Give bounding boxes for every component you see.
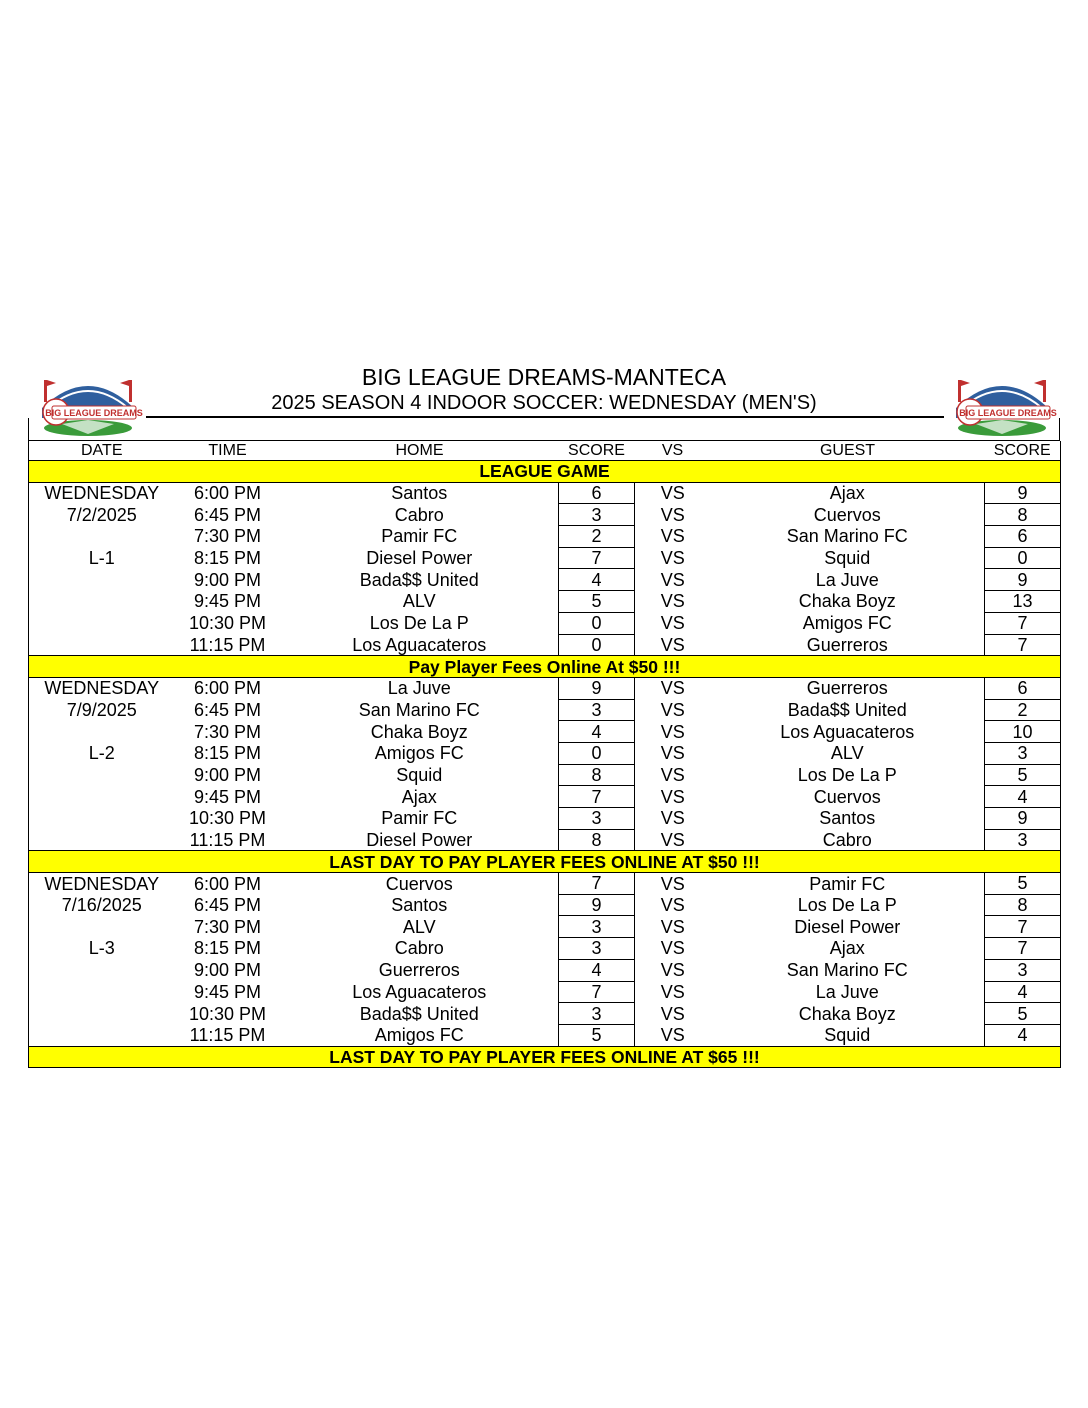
home-team-cell: Ajax (401, 786, 437, 807)
table-frame-top (28, 418, 1060, 440)
vs-cell: VS (660, 960, 685, 981)
banner-text: LEAGUE GAME (29, 461, 1061, 483)
home-score-cell: 5 (559, 591, 635, 613)
game-row (29, 526, 1061, 548)
time-cell: 6:45 PM (193, 895, 262, 916)
game-row (29, 742, 1061, 764)
guest-score-cell: 4 (985, 981, 1061, 1003)
vs-cell: VS (660, 786, 685, 807)
game-row (29, 894, 1061, 916)
home-team-cell: Amigos FC (374, 743, 464, 764)
col-home-score-header: SCORE (559, 441, 635, 461)
game-row (29, 873, 1061, 895)
banner-text: LAST DAY TO PAY PLAYER FEES ONLINE AT $65 !!! (29, 1046, 1061, 1068)
guest-team-cell: Squid (824, 548, 871, 569)
game-row (29, 677, 1061, 699)
guest-score-cell: 8 (985, 894, 1061, 916)
vs-cell: VS (660, 1003, 685, 1024)
vs-cell: VS (660, 829, 685, 850)
date-cell (29, 764, 175, 786)
fee-banner (29, 1046, 1061, 1068)
guest-team-cell: Diesel Power (794, 916, 901, 937)
guest-team-cell: Bada$$ United (787, 699, 907, 720)
game-row (29, 808, 1061, 830)
vs-cell: VS (660, 504, 685, 525)
game-row (29, 504, 1061, 526)
page-subtitle: 2025 SEASON 4 INDOOR SOCCER: WEDNESDAY (MEN'S) (271, 392, 817, 414)
guest-score-cell: 6 (985, 526, 1061, 548)
guest-score-cell: 7 (985, 916, 1061, 938)
vs-cell: VS (660, 483, 685, 504)
vs-cell: VS (660, 526, 685, 547)
home-score-cell: 7 (559, 547, 635, 569)
game-row (29, 916, 1061, 938)
date-cell (29, 959, 175, 981)
svg-text:BIG LEAGUE DREAMS: BIG LEAGUE DREAMS (959, 408, 1057, 418)
game-row (29, 981, 1061, 1003)
game-row (29, 591, 1061, 613)
time-cell: 11:15 PM (189, 634, 266, 655)
time-cell: 11:15 PM (189, 829, 266, 850)
time-cell: 9:00 PM (193, 960, 262, 981)
home-score-cell: 9 (559, 677, 635, 699)
date-cell: WEDNESDAY (29, 677, 175, 699)
game-row (29, 938, 1061, 960)
time-cell: 10:30 PM (188, 613, 267, 634)
game-row (29, 547, 1061, 569)
home-score-cell: 7 (559, 873, 635, 895)
guest-score-cell: 5 (985, 1003, 1061, 1025)
guest-score-cell: 7 (985, 634, 1061, 656)
home-score-cell: 0 (559, 634, 635, 656)
vs-cell: VS (660, 634, 685, 655)
guest-team-cell: Los Aguacateros (780, 721, 915, 742)
time-cell: 8:15 PM (193, 938, 262, 959)
time-cell: 10:30 PM (188, 1003, 267, 1024)
date-cell: 7/16/2025 (29, 894, 175, 916)
vs-cell: VS (660, 916, 685, 937)
date-cell: 7/9/2025 (29, 699, 175, 721)
home-score-cell: 7 (559, 981, 635, 1003)
game-row (29, 959, 1061, 981)
guest-team-cell: Los De La P (797, 764, 897, 785)
guest-team-cell: La Juve (815, 569, 879, 590)
home-team-cell: Cabro (394, 938, 444, 959)
fee-banner (29, 851, 1061, 873)
vs-cell: VS (660, 981, 685, 1002)
guest-score-cell: 0 (985, 547, 1061, 569)
guest-score-cell: 7 (985, 938, 1061, 960)
home-score-cell: 0 (559, 612, 635, 634)
home-team-cell: Amigos FC (374, 1024, 464, 1045)
time-cell: 6:00 PM (193, 873, 262, 894)
home-team-cell: ALV (402, 916, 436, 937)
home-team-cell: Los Aguacateros (352, 634, 487, 655)
date-cell (29, 526, 175, 548)
home-score-cell: 3 (559, 808, 635, 830)
time-cell: 6:00 PM (193, 678, 262, 699)
guest-team-cell: Amigos FC (802, 613, 892, 634)
date-cell: L-3 (29, 938, 175, 960)
svg-text:BIG LEAGUE DREAMS: BIG LEAGUE DREAMS (45, 408, 143, 418)
time-cell: 8:15 PM (193, 743, 262, 764)
vs-cell: VS (660, 548, 685, 569)
page-title: BIG LEAGUE DREAMS-MANTECA (361, 364, 727, 390)
home-team-cell: Cuervos (385, 873, 453, 894)
guest-team-cell: Squid (824, 1024, 871, 1045)
guest-score-cell: 13 (985, 591, 1061, 613)
guest-score-cell: 9 (985, 569, 1061, 591)
guest-score-cell: 7 (985, 612, 1061, 634)
vs-cell: VS (660, 743, 685, 764)
date-cell (29, 591, 175, 613)
guest-score-cell: 9 (985, 482, 1061, 504)
vs-cell: VS (660, 613, 685, 634)
time-cell: 7:30 PM (193, 526, 262, 547)
guest-score-cell: 2 (985, 699, 1061, 721)
guest-team-cell: Ajax (829, 483, 865, 504)
home-score-cell: 3 (559, 699, 635, 721)
time-cell: 9:45 PM (193, 591, 262, 612)
home-score-cell: 5 (559, 1024, 635, 1046)
date-cell: WEDNESDAY (29, 873, 175, 895)
date-cell (29, 786, 175, 808)
vs-cell: VS (660, 699, 685, 720)
home-team-cell: Diesel Power (366, 829, 473, 850)
vs-cell: VS (660, 938, 685, 959)
game-row (29, 699, 1061, 721)
time-cell: 7:30 PM (193, 916, 262, 937)
home-score-cell: 3 (559, 938, 635, 960)
game-row (29, 482, 1061, 504)
home-score-cell: 9 (559, 894, 635, 916)
guest-score-cell: 8 (985, 504, 1061, 526)
home-team-cell: Guerreros (378, 960, 460, 981)
col-date-header: DATE (29, 441, 175, 461)
time-cell: 6:45 PM (193, 504, 262, 525)
time-cell: 7:30 PM (193, 721, 262, 742)
guest-score-cell: 5 (985, 764, 1061, 786)
home-team-cell: Pamir FC (381, 526, 458, 547)
home-score-cell: 2 (559, 526, 635, 548)
date-cell (29, 612, 175, 634)
vs-cell: VS (660, 678, 685, 699)
time-cell: 9:00 PM (193, 569, 262, 590)
date-cell (29, 1024, 175, 1046)
home-team-cell: Los De La P (369, 613, 469, 634)
vs-cell: VS (660, 721, 685, 742)
vs-cell: VS (660, 569, 685, 590)
game-row (29, 786, 1061, 808)
date-cell: 7/2/2025 (29, 504, 175, 526)
date-cell (29, 634, 175, 656)
date-cell (29, 829, 175, 851)
col-time-header: TIME (175, 441, 281, 461)
guest-team-cell: Cuervos (813, 786, 881, 807)
guest-score-cell: 3 (985, 742, 1061, 764)
home-score-cell: 7 (559, 786, 635, 808)
game-row (29, 721, 1061, 743)
home-team-cell: Santos (391, 483, 448, 504)
guest-team-cell: Guerreros (806, 678, 888, 699)
game-row (29, 1003, 1061, 1025)
time-cell: 11:15 PM (189, 1024, 266, 1045)
game-row (29, 569, 1061, 591)
guest-team-cell: La Juve (815, 981, 879, 1002)
game-row (29, 764, 1061, 786)
guest-team-cell: Ajax (829, 938, 865, 959)
guest-team-cell: ALV (830, 743, 864, 764)
fee-banner (29, 656, 1061, 678)
col-guest-header: GUEST (711, 441, 985, 461)
home-score-cell: 3 (559, 1003, 635, 1025)
league-game-banner (29, 461, 1061, 483)
banner-text: Pay Player Fees Online At $50 !!! (29, 656, 1061, 678)
game-row (29, 634, 1061, 656)
date-cell: L-2 (29, 742, 175, 764)
date-cell (29, 1003, 175, 1025)
home-team-cell: Diesel Power (366, 548, 473, 569)
guest-team-cell: Santos (819, 808, 876, 829)
guest-team-cell: Guerreros (806, 634, 888, 655)
game-row (29, 612, 1061, 634)
home-score-cell: 4 (559, 569, 635, 591)
guest-team-cell: Chaka Boyz (798, 1003, 896, 1024)
home-team-cell: Squid (396, 764, 443, 785)
date-cell (29, 916, 175, 938)
date-cell (29, 808, 175, 830)
guest-score-cell: 9 (985, 808, 1061, 830)
vs-cell: VS (660, 764, 685, 785)
time-cell: 10:30 PM (188, 808, 267, 829)
date-cell: WEDNESDAY (29, 482, 175, 504)
date-cell (29, 721, 175, 743)
home-team-cell: Chaka Boyz (370, 721, 468, 742)
date-cell: L-1 (29, 547, 175, 569)
guest-team-cell: Los De La P (797, 895, 897, 916)
home-score-cell: 0 (559, 742, 635, 764)
guest-score-cell: 5 (985, 873, 1061, 895)
guest-score-cell: 4 (985, 1024, 1061, 1046)
guest-team-cell: Pamir FC (809, 873, 886, 894)
vs-cell: VS (660, 895, 685, 916)
home-score-cell: 8 (559, 829, 635, 851)
time-cell: 9:00 PM (193, 764, 262, 785)
game-row (29, 1024, 1061, 1046)
home-score-cell: 3 (559, 504, 635, 526)
home-team-cell: San Marino FC (358, 699, 480, 720)
guest-team-cell: San Marino FC (786, 960, 908, 981)
col-vs-header: VS (635, 441, 711, 461)
vs-cell: VS (660, 591, 685, 612)
time-cell: 9:45 PM (193, 981, 262, 1002)
vs-cell: VS (660, 873, 685, 894)
home-team-cell: ALV (402, 591, 436, 612)
guest-score-cell: 6 (985, 677, 1061, 699)
home-team-cell: Bada$$ United (359, 569, 479, 590)
home-score-cell: 6 (559, 482, 635, 504)
guest-score-cell: 10 (985, 721, 1061, 743)
home-team-cell: La Juve (387, 678, 451, 699)
guest-score-cell: 3 (985, 829, 1061, 851)
home-team-cell: Santos (391, 895, 448, 916)
game-row (29, 829, 1061, 851)
date-cell (29, 981, 175, 1003)
col-guest-score-header: SCORE (985, 441, 1061, 461)
home-score-cell: 8 (559, 764, 635, 786)
vs-cell: VS (660, 808, 685, 829)
schedule-table (28, 441, 1061, 1068)
guest-score-cell: 3 (985, 959, 1061, 981)
home-team-cell: Los Aguacateros (352, 981, 487, 1002)
guest-team-cell: Cuervos (813, 504, 881, 525)
banner-text: LAST DAY TO PAY PLAYER FEES ONLINE AT $50 !!! (29, 851, 1061, 873)
time-cell: 6:45 PM (193, 699, 262, 720)
home-team-cell: Cabro (394, 504, 444, 525)
home-score-cell: 3 (559, 916, 635, 938)
guest-team-cell: Cabro (822, 829, 872, 850)
vs-cell: VS (660, 1024, 685, 1045)
column-header-row (29, 441, 1061, 461)
time-cell: 9:45 PM (193, 786, 262, 807)
col-home-header: HOME (281, 441, 559, 461)
time-cell: 8:15 PM (193, 548, 262, 569)
guest-score-cell: 4 (985, 786, 1061, 808)
date-cell (29, 569, 175, 591)
home-score-cell: 4 (559, 721, 635, 743)
home-team-cell: Bada$$ United (359, 1003, 479, 1024)
home-team-cell: Pamir FC (381, 808, 458, 829)
time-cell: 6:00 PM (193, 483, 262, 504)
home-score-cell: 4 (559, 959, 635, 981)
guest-team-cell: Chaka Boyz (798, 591, 896, 612)
guest-team-cell: San Marino FC (786, 526, 908, 547)
